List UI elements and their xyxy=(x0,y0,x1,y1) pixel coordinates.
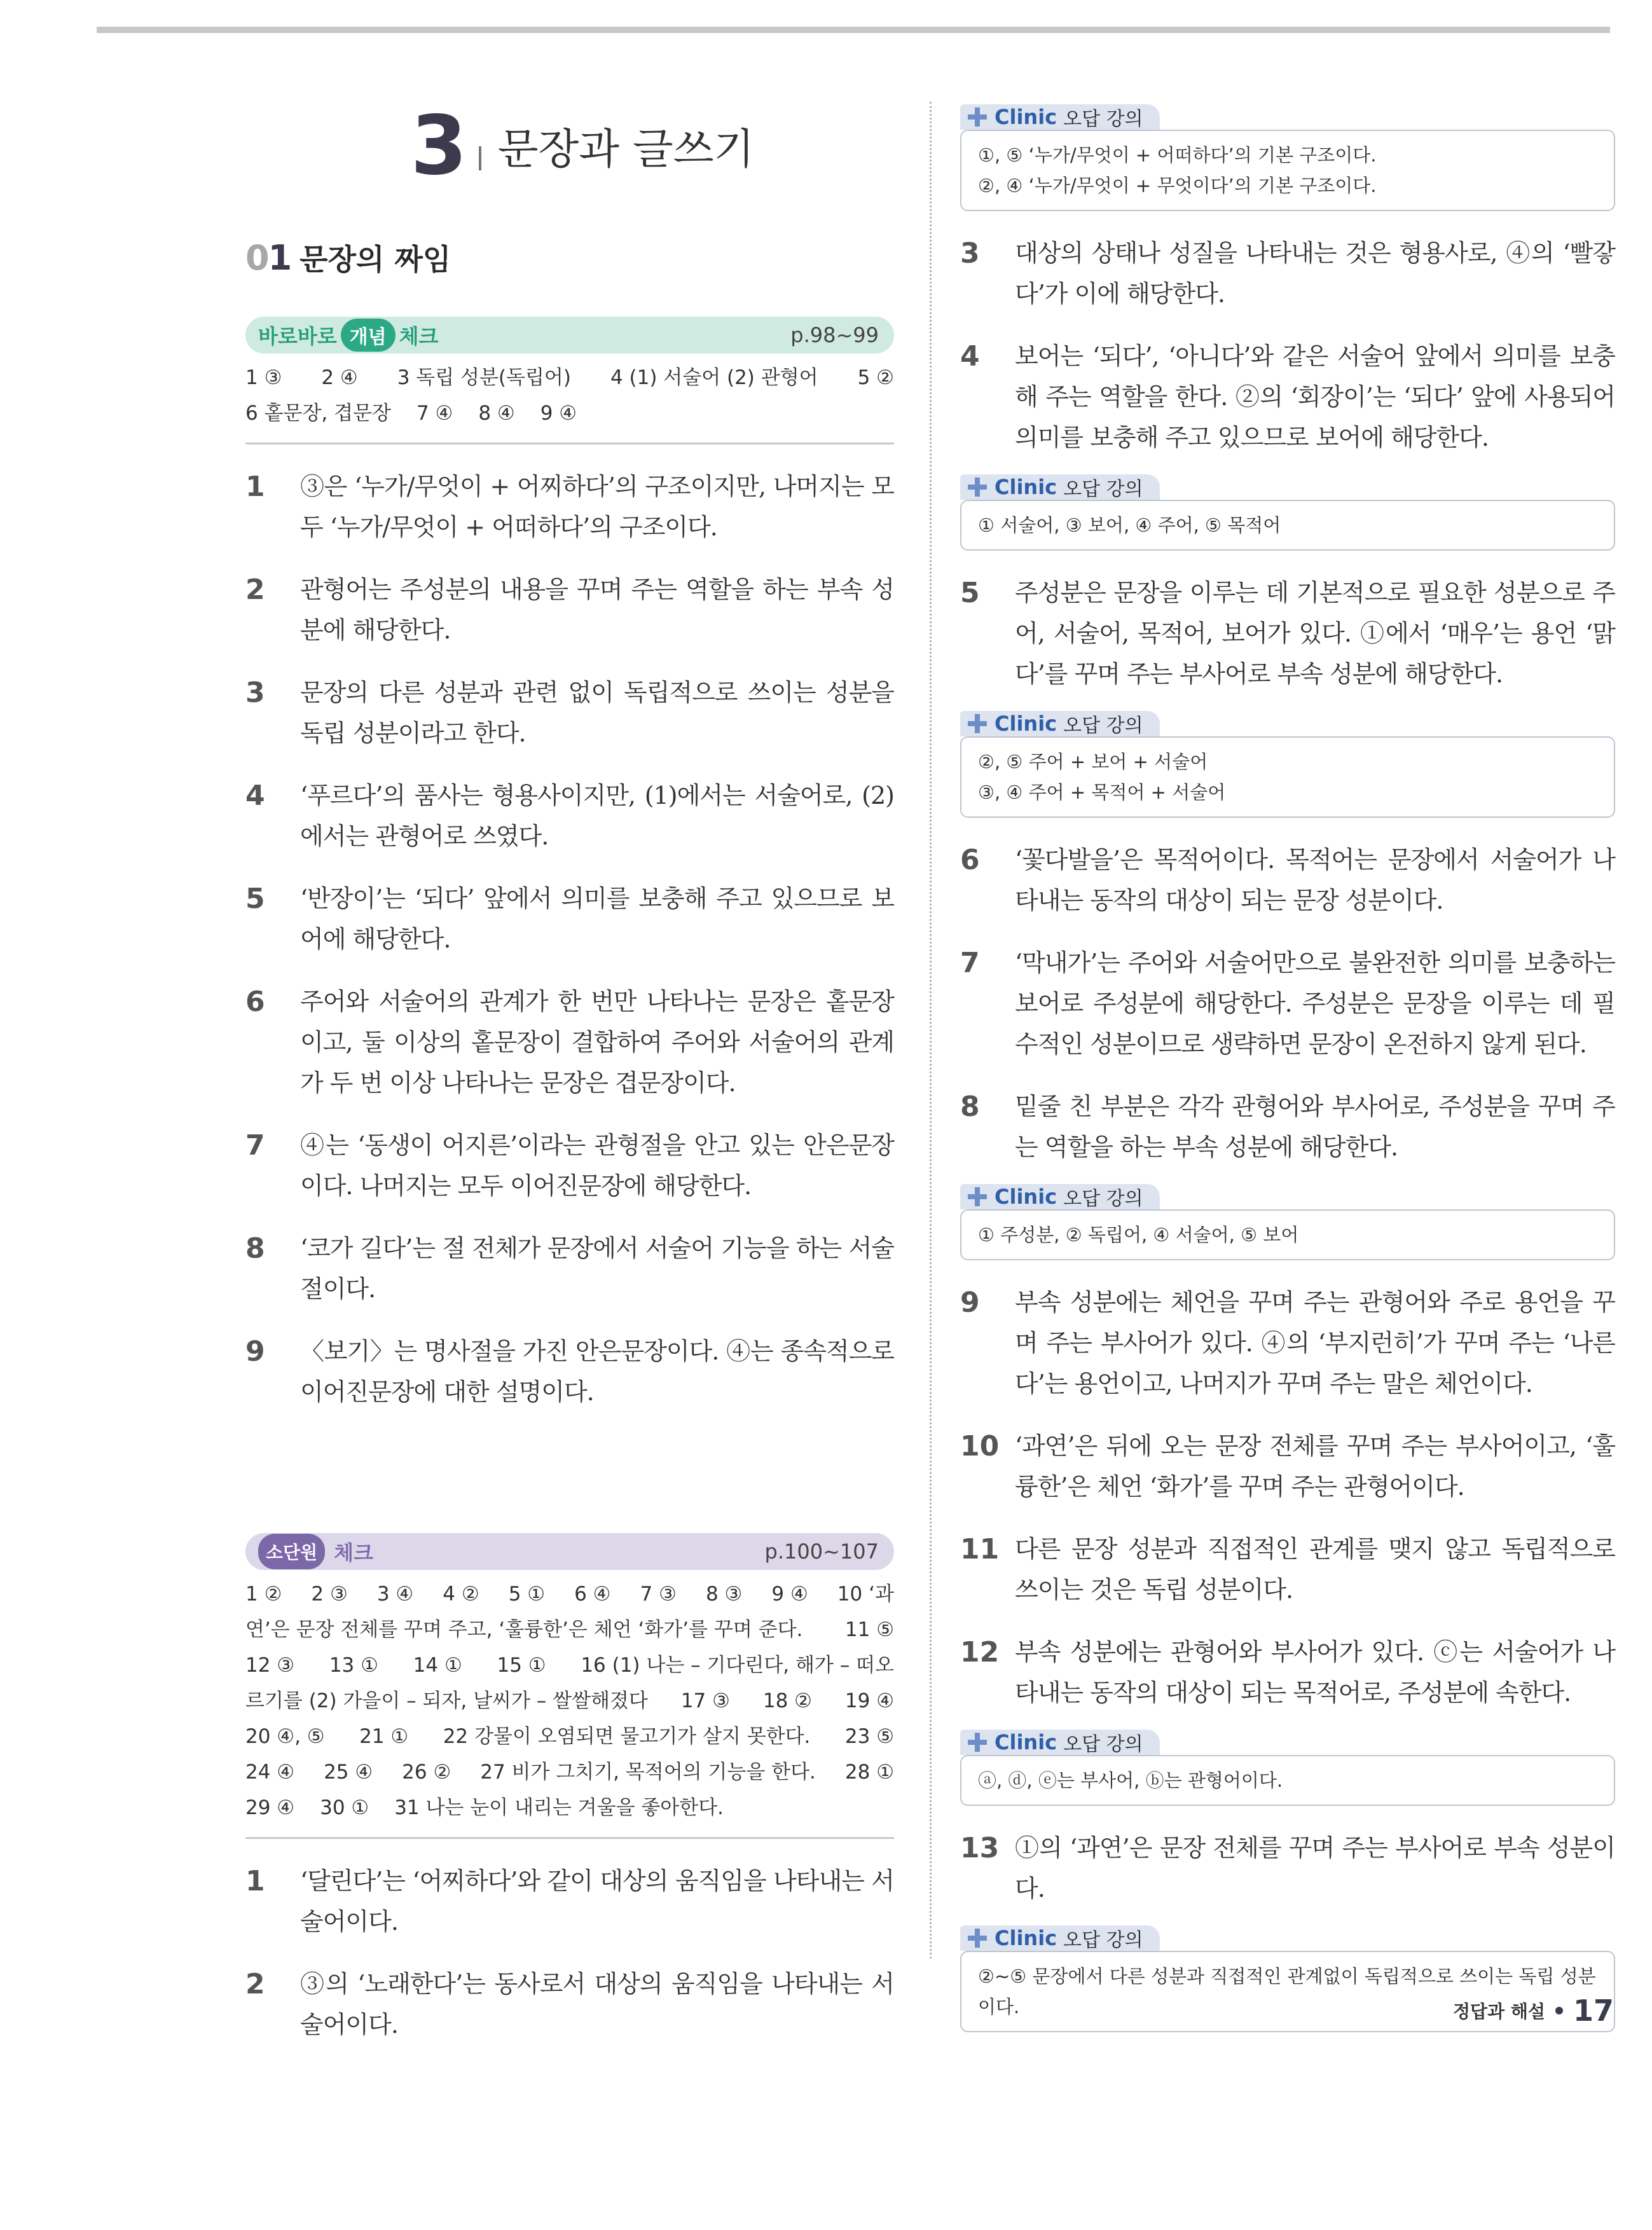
clinic-line: ②, ⑤ 주어 + 보어 + 서술어 xyxy=(978,751,1208,773)
chapter-title: 문장과 글쓰기 xyxy=(497,125,755,174)
explanation-number: 4 xyxy=(245,780,265,812)
clinic-line: ②, ④ ‘누가/무엇이 + 무엇이다’의 기본 구조이다. xyxy=(978,175,1377,196)
explanation-item xyxy=(245,1331,894,1412)
answer-item: 31 나는 눈이 내리는 겨울을 좋아한다. xyxy=(394,1796,724,1819)
explanation-text: ‘푸르다’의 품사는 형용사이지만, (1)에서는 서술어로, (2)에서는 관형어로 쓰였다. xyxy=(300,781,894,850)
explanation-item xyxy=(960,1282,1615,1404)
explanation-item xyxy=(245,1228,894,1309)
explanation-item xyxy=(960,336,1615,458)
explanation-text: 주어와 서술어의 관계가 한 번만 나타나는 문장은 홑문장이고, 둘 이상의 홑문장이 결합하여 주어와 서술어의 관계가 두 번 이상 나타나는 문장은 겹문장이다. xyxy=(300,988,894,1097)
answer-item: 23 ⑤ xyxy=(844,1725,894,1748)
explanation-number: 8 xyxy=(245,1232,265,1265)
clinic-box xyxy=(960,1184,1615,1260)
answer-item: 11 ⑤ xyxy=(844,1618,894,1641)
page-range: p.98~99 xyxy=(790,323,879,347)
answer-item: 5 ① xyxy=(508,1583,546,1606)
clinic-box xyxy=(960,104,1615,211)
answer-item: 르기를 (2) 가을이 – 되자, 날씨가 – 쌀쌀해졌다 xyxy=(245,1690,648,1712)
plus-icon xyxy=(968,714,987,733)
explanation-text: ‘꽃다발을’은 목적어이다. 목적어는 문장에서 서술어가 나타내는 동작의 대상이 되는 문장 성분이다. xyxy=(1015,846,1615,914)
answer-item: 9 ④ xyxy=(771,1583,808,1606)
answer-item: 21 ① xyxy=(359,1725,409,1748)
clinic-label: Clinic xyxy=(995,475,1057,499)
explanation-number: 11 xyxy=(960,1533,1000,1566)
chapter-separator xyxy=(479,146,481,170)
clinic-line: ⓐ, ⓓ, ⓔ는 부사어, ⓑ는 관형어이다. xyxy=(978,1770,1283,1791)
clinic-tag xyxy=(960,711,1160,736)
answer-line xyxy=(245,396,894,431)
explanation-text: ③의 ‘노래한다’는 동사로서 대상의 움직임을 나타내는 서술어이다. xyxy=(300,1970,894,2039)
explanation-text: ‘과연’은 뒤에 오는 문장 전체를 꾸며 주는 부사어이고, ‘훌륭한’은 체언 ‘화가’를 꾸며 주는 관형어이다. xyxy=(1015,1432,1615,1501)
explanation-text: 다른 문장 성분과 직접적인 관계를 맺지 않고 독립적으로 쓰이는 것은 독립 성분이다. xyxy=(1015,1535,1615,1604)
clinic-tag xyxy=(960,104,1160,130)
clinic-label: Clinic xyxy=(995,1926,1057,1950)
column-divider xyxy=(930,102,932,1958)
explanation-text: ‘막내가’는 주어와 서술어만으로 불완전한 의미를 보충하는 보어로 주성분에 해당한다. 주성분은 문장을 이루는 데 필수적인 성분이므로 생략하면 문장이 온전하지 않게 된다. xyxy=(1015,949,1615,1058)
clinic-tag xyxy=(960,1184,1160,1209)
explanation-text: ①의 ‘과연’은 문장 전체를 꾸며 주는 부사어로 부속 성분이다. xyxy=(1015,1834,1615,1903)
clinic-sublabel: 오답 강의 xyxy=(1063,1929,1143,1951)
answer-grid xyxy=(245,1576,894,1826)
unit-badge: 소단원 xyxy=(258,1534,325,1569)
answer-item: 3 ④ xyxy=(376,1583,414,1606)
answer-line xyxy=(245,1612,894,1648)
explanation-text: 보어는 ‘되다’, ‘아니다’와 같은 서술어 앞에서 의미를 보충해 주는 역할을 한다. ②의 ‘회장이’는 ‘되다’ 앞에 사용되어 의미를 보충해 주고 있으므로 보어에 해당한다. xyxy=(1015,342,1615,451)
right-column xyxy=(960,95,1615,2032)
answer-line xyxy=(245,1719,894,1754)
section-title: 문장의 짜임 xyxy=(299,242,451,277)
clinic-line: ②~⑤ 문장에서 다른 성분과 직접적인 관계없이 독립적으로 쓰이는 독립 성분이다. xyxy=(978,1965,1596,2018)
answer-grid xyxy=(245,360,894,431)
clinic-line: ① 서술어, ③ 보어, ④ 주어, ⑤ 목적어 xyxy=(978,514,1281,536)
page-range: p.100~107 xyxy=(764,1539,879,1564)
answer-item: 2 ④ xyxy=(321,366,358,389)
answer-item: 24 ④ xyxy=(245,1761,295,1784)
page-footer xyxy=(1453,1993,1614,2028)
clinic-content xyxy=(960,500,1615,551)
answer-item: 13 ① xyxy=(329,1654,378,1677)
answer-item: 9 ④ xyxy=(540,402,577,425)
clinic-label: Clinic xyxy=(995,712,1057,736)
clinic-tag xyxy=(960,1730,1160,1755)
explanation-item xyxy=(245,878,894,960)
answer-item: 10 ‘과 xyxy=(837,1583,894,1606)
explanation-text: 〈보기〉는 명사절을 가진 안은문장이다. ④는 종속적으로 이어진문장에 대한 설명이다. xyxy=(300,1337,894,1406)
unit-check-label: 체크 xyxy=(334,1541,373,1565)
answer-item: 26 ② xyxy=(402,1761,451,1784)
explanation-text: 부속 성분에는 체언을 꾸며 주는 관형어와 주로 용언을 꾸며 주는 부사어가 있다. ④의 ‘부지런히’가 꾸며 주는 ‘나른다’는 용언이고, 나머지가 꾸며 주는 말은 체언이다. xyxy=(1015,1288,1615,1398)
unit-check-bar xyxy=(245,1533,894,1570)
answer-line xyxy=(245,1790,894,1826)
answer-item: 4 (1) 서술어 (2) 관형어 xyxy=(610,366,818,389)
answer-item: 30 ① xyxy=(320,1796,369,1819)
answer-item: 7 ③ xyxy=(640,1583,677,1606)
explanation-item xyxy=(245,775,894,857)
explanation-number: 3 xyxy=(245,677,265,709)
clinic-label: Clinic xyxy=(995,1730,1057,1754)
explanation-text: 밑줄 친 부분은 각각 관형어와 부사어로, 주성분을 꾸며 주는 역할을 하는 부속 성분에 해당한다. xyxy=(1015,1092,1615,1161)
answer-item: 3 독립 성분(독립어) xyxy=(397,366,571,389)
explanation-item xyxy=(960,1086,1615,1167)
explanation-number: 2 xyxy=(245,1968,265,2000)
clinic-sublabel: 오답 강의 xyxy=(1063,478,1143,500)
explanation-number: 13 xyxy=(960,1832,1000,1864)
left-column xyxy=(245,95,894,2045)
explanation-item xyxy=(245,1964,894,2045)
answer-item: 1 ② xyxy=(245,1583,282,1606)
answer-item: 22 강물이 오염되면 물고기가 살지 못한다. xyxy=(443,1725,811,1748)
section-number-prefix: 0 xyxy=(245,238,268,278)
explanation-number: 6 xyxy=(245,986,265,1018)
answer-item: 18 ② xyxy=(762,1690,812,1712)
clinic-content xyxy=(960,1755,1615,1806)
explanation-item xyxy=(960,839,1615,921)
answer-item: 1 ③ xyxy=(245,366,282,389)
explanation-item xyxy=(245,466,894,547)
clinic-line: ①, ⑤ ‘누가/무엇이 + 어떠하다’의 기본 구조이다. xyxy=(978,144,1377,166)
answer-line xyxy=(245,1576,894,1612)
answer-item: 8 ③ xyxy=(705,1583,743,1606)
explanation-text: 관형어는 주성분의 내용을 꾸며 주는 역할을 하는 부속 성분에 해당한다. xyxy=(300,575,894,644)
clinic-box xyxy=(960,474,1615,551)
explanation-number: 8 xyxy=(960,1091,980,1123)
answer-line xyxy=(245,1648,894,1683)
clinic-tag xyxy=(960,1925,1160,1951)
explanation-number: 5 xyxy=(245,883,265,915)
explanation-number: 4 xyxy=(960,340,980,373)
plus-icon xyxy=(968,478,987,497)
explanation-number: 7 xyxy=(245,1129,265,1162)
explanation-item xyxy=(960,1529,1615,1610)
answer-item: 19 ④ xyxy=(844,1690,894,1712)
explanation-number: 9 xyxy=(245,1335,265,1368)
clinic-sublabel: 오답 강의 xyxy=(1063,108,1143,130)
explanation-text: 대상의 상태나 성질을 나타내는 것은 형용사로, ④의 ‘빨갛다’가 이에 해당한다. xyxy=(1015,239,1615,308)
footer-bullet xyxy=(1555,2007,1563,2014)
explanation-number: 1 xyxy=(245,471,265,503)
explanation-text: ‘반장이’는 ‘되다’ 앞에서 의미를 보충해 주고 있으므로 보어에 해당한다. xyxy=(300,884,894,953)
explanation-number: 7 xyxy=(960,947,980,979)
answer-item: 8 ④ xyxy=(478,402,515,425)
answer-item: 15 ① xyxy=(497,1654,546,1677)
plus-icon xyxy=(968,107,987,127)
explanation-item xyxy=(960,233,1615,314)
plus-icon xyxy=(968,1187,987,1206)
explanation-number: 6 xyxy=(960,844,980,876)
explanation-text: ‘달린다’는 ‘어찌하다’와 같이 대상의 움직임을 나타내는 서술어이다. xyxy=(300,1867,894,1936)
explanation-number: 10 xyxy=(960,1430,1000,1463)
answer-item: 7 ④ xyxy=(416,402,453,425)
clinic-box xyxy=(960,1730,1615,1806)
answer-divider xyxy=(245,1837,894,1839)
explanation-number: 5 xyxy=(960,577,980,609)
explanation-number: 1 xyxy=(245,1865,265,1897)
answer-item: 28 ① xyxy=(844,1761,894,1784)
explanation-text: ③은 ‘누가/무엇이 + 어찌하다’의 구조이지만, 나머지는 모두 ‘누가/무엇이 + 어떠하다’의 구조이다. xyxy=(300,472,894,541)
explanation-text: 문장의 다른 성분과 관련 없이 독립적으로 쓰이는 성분을 독립 성분이라고 한다. xyxy=(300,678,894,747)
explanation-text: 부속 성분에는 관형어와 부사어가 있다. ⓒ는 서술어가 나타내는 동작의 대상이 되는 목적어로, 주성분에 속한다. xyxy=(1015,1638,1615,1707)
explanation-number: 9 xyxy=(960,1286,980,1319)
explanation-item xyxy=(245,1861,894,1942)
explanation-text: ‘코가 길다’는 절 전체가 문장에서 서술어 기능을 하는 서술절이다. xyxy=(300,1234,894,1303)
explanation-item xyxy=(960,572,1615,694)
answer-item: 연’은 문장 전체를 꾸며 주고, ‘훌륭한’은 체언 ‘화가’를 꾸며 준다. xyxy=(245,1618,803,1641)
clinic-line: ③, ④ 주어 + 목적어 + 서술어 xyxy=(978,781,1226,803)
clinic-content xyxy=(960,736,1615,818)
concept-badge: 개념 xyxy=(341,319,396,352)
explanation-item xyxy=(245,1125,894,1206)
clinic-tag xyxy=(960,474,1160,500)
answer-item: 6 홑문장, 겹문장 xyxy=(245,402,391,425)
chapter-number: 3 xyxy=(410,99,465,193)
explanation-text: 주성분은 문장을 이루는 데 기본적으로 필요한 성분으로 주어, 서술어, 목적어, 보어가 있다. ①에서 ‘매우’는 용언 ‘맑다’를 꾸며 주는 부사어로 부속 성분에 해당한다. xyxy=(1015,579,1615,688)
section-number-suffix: 1 xyxy=(268,238,291,278)
plus-icon xyxy=(968,1929,987,1948)
answer-item: 20 ④, ⑤ xyxy=(245,1725,325,1748)
answer-divider xyxy=(245,443,894,444)
explanation-item xyxy=(960,942,1615,1064)
explanation-item xyxy=(245,569,894,650)
concept-check-label-c: 체크 xyxy=(399,324,439,348)
answer-item: 25 ④ xyxy=(324,1761,373,1784)
answer-item: 12 ③ xyxy=(245,1654,295,1677)
explanation-item xyxy=(245,672,894,754)
clinic-label: Clinic xyxy=(995,105,1057,129)
answer-item: 4 ② xyxy=(443,1583,479,1606)
explanation-item xyxy=(245,981,894,1103)
explanation-item xyxy=(960,1827,1615,1909)
concept-check-bar xyxy=(245,317,894,354)
clinic-content xyxy=(960,130,1615,211)
explanation-text: ④는 ‘동생이 어지른’이라는 관형절을 안고 있는 안은문장이다. 나머지는 모두 이어진문장에 해당한다. xyxy=(300,1131,894,1200)
clinic-sublabel: 오답 강의 xyxy=(1063,1188,1143,1210)
answer-item: 27 비가 그치기, 목적어의 기능을 한다. xyxy=(480,1761,816,1784)
plus-icon xyxy=(968,1733,987,1752)
top-rule xyxy=(97,27,1610,33)
page-number: 17 xyxy=(1573,1993,1614,2028)
answer-item: 29 ④ xyxy=(245,1796,295,1819)
clinic-box xyxy=(960,711,1615,818)
answer-line xyxy=(245,360,894,396)
answer-item: 14 ① xyxy=(413,1654,462,1677)
clinic-label: Clinic xyxy=(995,1185,1057,1209)
answer-line xyxy=(245,1754,894,1790)
clinic-content xyxy=(960,1209,1615,1260)
answer-line xyxy=(245,1683,894,1719)
chapter-heading xyxy=(271,95,894,193)
clinic-sublabel: 오답 강의 xyxy=(1063,1733,1143,1756)
answer-item: 17 ③ xyxy=(680,1690,730,1712)
answer-item: 6 ④ xyxy=(574,1583,611,1606)
answer-item: 16 (1) 나는 – 기다린다, 해가 – 떠오 xyxy=(581,1654,894,1677)
concept-check-label-a: 바로바로 xyxy=(258,324,337,348)
explanation-number: 3 xyxy=(960,237,980,270)
explanation-number: 2 xyxy=(245,574,265,606)
section-heading xyxy=(245,237,894,279)
footer-label: 정답과 해설 xyxy=(1452,2001,1545,2022)
answer-item: 5 ② xyxy=(857,366,894,389)
answer-item: 2 ③ xyxy=(311,1583,348,1606)
explanation-item xyxy=(960,1426,1615,1507)
clinic-line: ① 주성분, ② 독립어, ④ 서술어, ⑤ 보어 xyxy=(978,1224,1299,1246)
explanation-item xyxy=(960,1632,1615,1713)
clinic-sublabel: 오답 강의 xyxy=(1063,715,1143,737)
explanation-number: 12 xyxy=(960,1636,1000,1669)
